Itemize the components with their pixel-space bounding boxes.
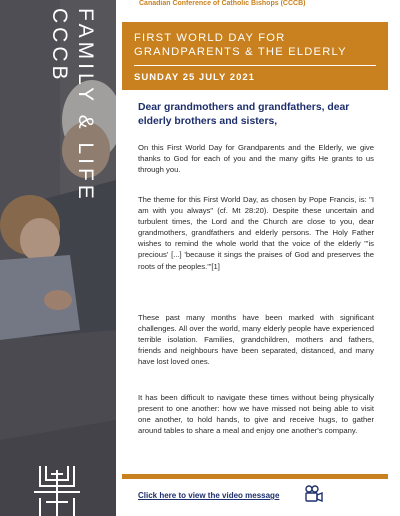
letter-column xyxy=(116,0,400,516)
sidebar-title-line1: FAMILY & LIFE xyxy=(74,8,97,203)
publisher-name: Canadian Conference of Catholic Bishops (CCCB) xyxy=(139,0,306,7)
letter-paragraph: It has been difficult to navigate these times without being physically present to one another: how we have missed not being able to visit one another, to hold hands, to give and receive hugs, to gather around tables to share a meal and enjoy one another's company. xyxy=(138,393,374,436)
sidebar-photo-panel xyxy=(0,0,116,516)
sidebar-title xyxy=(38,8,98,218)
banner-divider xyxy=(134,65,376,66)
footer-accent-bar xyxy=(122,474,388,479)
video-camera-icon[interactable] xyxy=(304,485,324,503)
letter-paragraph: The theme for this First World Day, as chosen by Pope Francis, is: "I am with you always" (cf. Mt 28:20). Despite these uncertain and turbulent times, the Lord and the Church are close to you, dear grandmothers, grandfathers and elderly persons. The Holy Father wishes to remind the whole world that the voice of the elderly "'is precious' [...] 'because it sings the praises of God and preserves the roots of the peoples.'"[1] xyxy=(138,195,374,271)
cccb-logo-icon xyxy=(30,462,84,516)
sidebar-title-line2: CCCB xyxy=(48,8,71,84)
video-message-link[interactable]: Click here to view the video message xyxy=(138,491,280,500)
banner-title: FIRST WORLD DAY FOR GRANDPARENTS & THE ELDERLY xyxy=(134,32,347,58)
banner-date: SUNDAY 25 JULY 2021 xyxy=(134,72,255,83)
letter-salutation: Dear grandmothers and grandfathers, dear elderly brothers and sisters, xyxy=(138,102,350,127)
event-banner xyxy=(122,22,388,90)
letter-paragraph: On this First World Day for Grandparents and the Elderly, we give thanks to God for each of you and the many gifts He grants to us through you. xyxy=(138,143,374,175)
letter-paragraph: These past many months have been marked with significant challenges. All over the world, many elderly people have experienced terrible isolation. Families, grandchildren, mothers and fathers, friends and neighbours have been separated, distanced, and many have lost loved ones. xyxy=(138,313,374,367)
